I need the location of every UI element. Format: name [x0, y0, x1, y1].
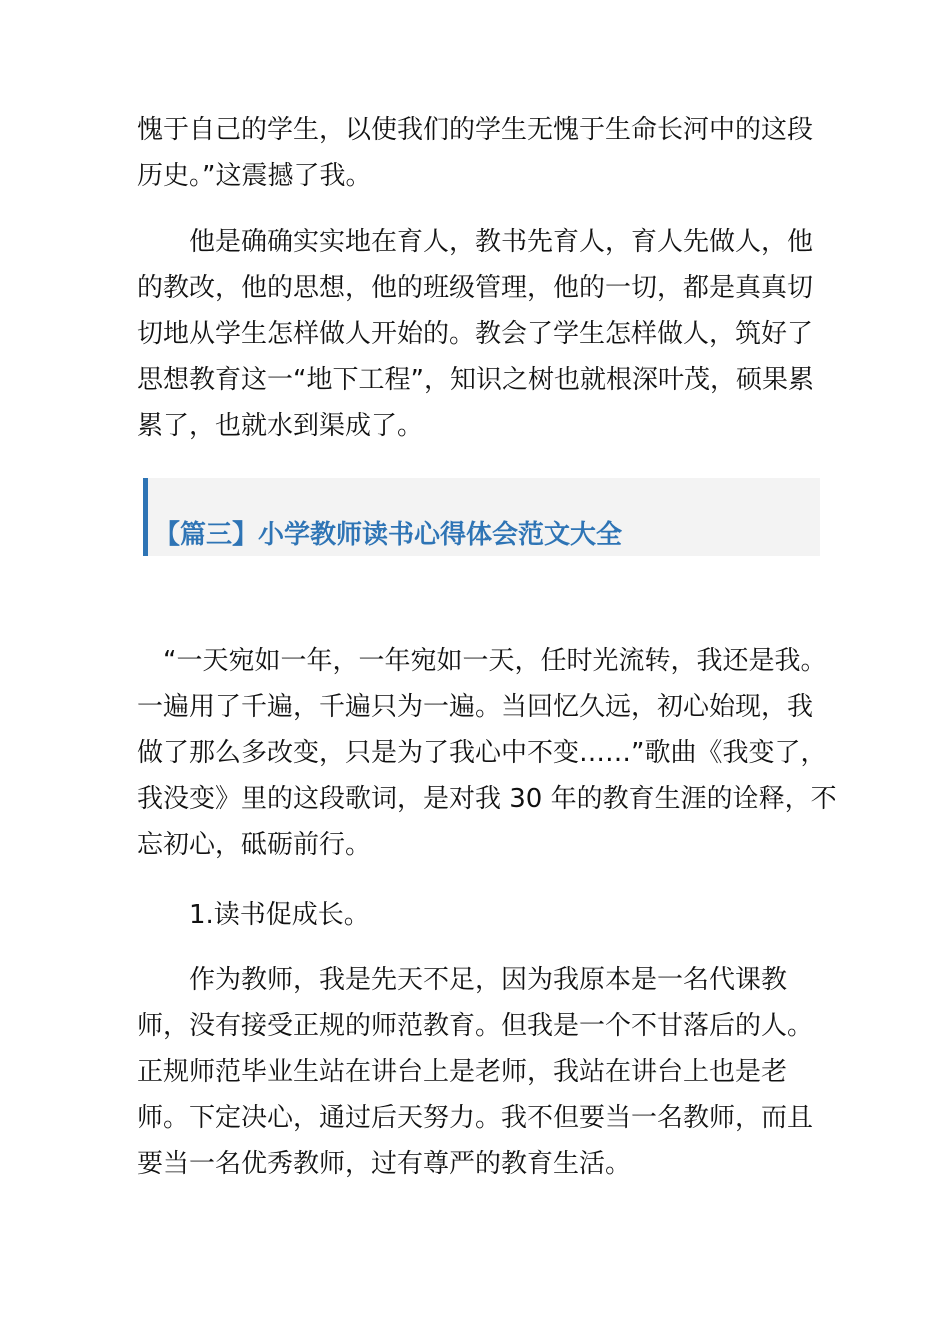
paragraph-as-teacher [137, 957, 813, 1187]
text-line: 做了那么多改变，只是为了我心中不变……”歌曲《我变了， [137, 738, 827, 768]
text-line: “一天宛如一年，一年宛如一天，任时光流转，我还是我。 [163, 646, 827, 676]
section-heading-title: 【篇三】小学教师读书心得体会范文大全 [154, 520, 623, 550]
text-line: 累了，也就水到渠成了。 [137, 411, 424, 441]
text-line: 正规师范毕业生站在讲台上是老师，我站在讲台上也是老 [137, 1057, 788, 1087]
text-line: 要当一名优秀教师，过有尊严的教育生活。 [137, 1149, 632, 1179]
text-line: 1.读书促成长。 [189, 900, 370, 930]
text-line: 师。下定决心，通过后天努力。我不但要当一名教师，而且 [137, 1103, 814, 1133]
paragraph-song-lyrics [137, 638, 837, 868]
text-line: 师，没有接受正规的师范教育。但我是一个不甘落后的人。 [137, 1011, 814, 1041]
section-heading [143, 478, 820, 556]
text-line: 历史。”这震撼了我。 [137, 161, 372, 191]
paragraph-continuation [137, 107, 813, 199]
text-line: 一遍用了千遍，千遍只为一遍。当回忆久远，初心始现，我 [137, 692, 814, 722]
text-line: 他是确确实实地在育人，教书先育人，育人先做人，他 [189, 227, 814, 257]
text-line: 忘初心，砥砺前行。 [137, 830, 372, 860]
text-line: 思想教育这一“地下工程”，知识之树也就根深叶茂，硕果累 [137, 365, 814, 395]
paragraph-subheading [137, 892, 813, 938]
text-line: 作为教师，我是先天不足，因为我原本是一名代课教 [189, 965, 788, 995]
paragraph-educating-people [137, 219, 813, 449]
text-line: 我没变》里的这段歌词，是对我 30 年的教育生涯的诠释，不 [137, 784, 837, 814]
text-line: 的教改，他的思想，他的班级管理，他的一切，都是真真切 [137, 273, 814, 303]
text-line: 切地从学生怎样做人开始的。教会了学生怎样做人，筑好了 [137, 319, 814, 349]
text-line: 愧于自己的学生，以使我们的学生无愧于生命长河中的这段 [137, 115, 814, 145]
